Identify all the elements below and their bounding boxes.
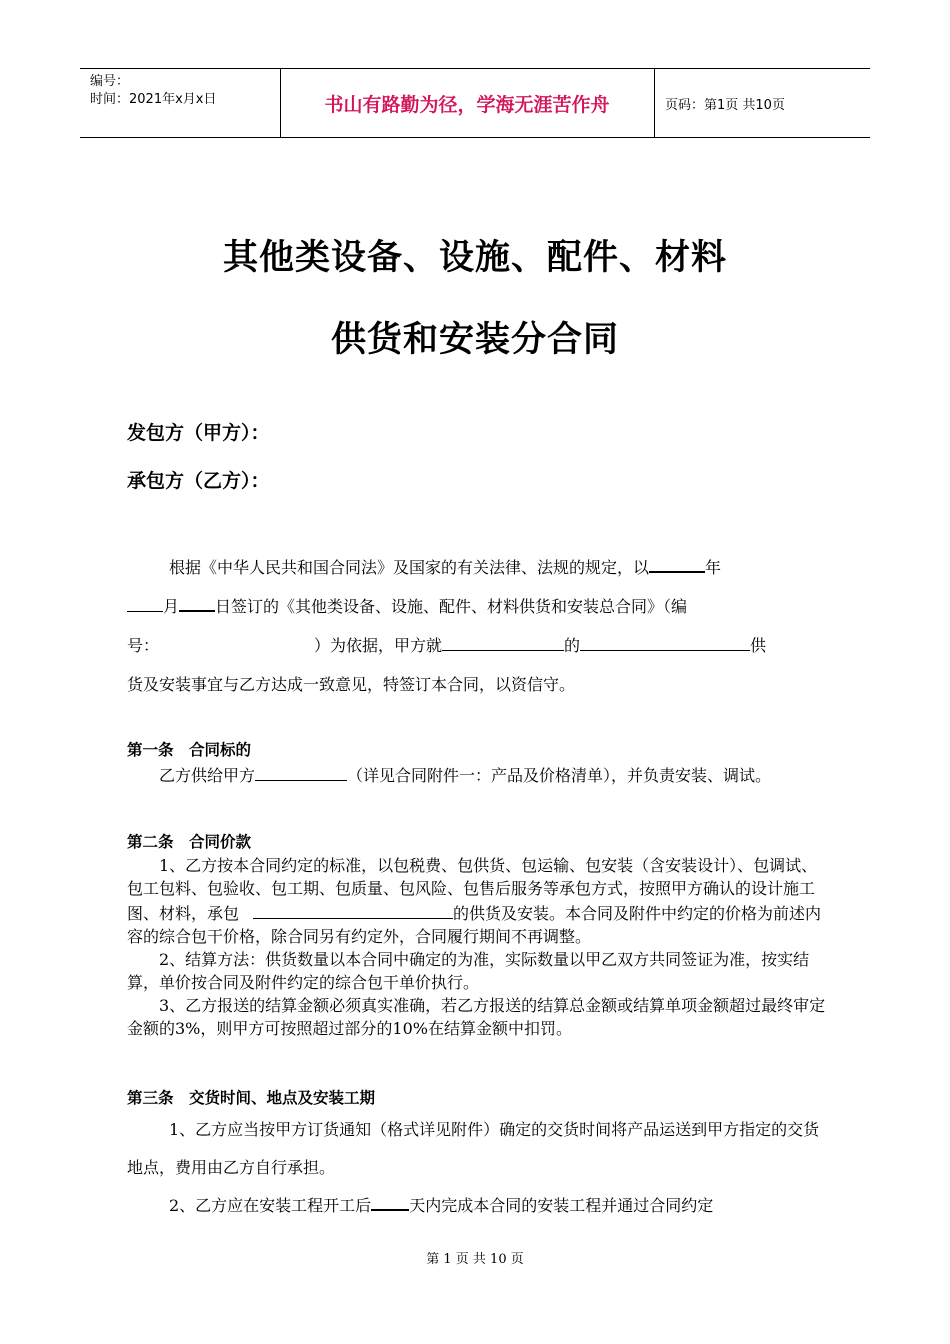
contract-scope-blank <box>253 900 453 919</box>
supply-blank <box>255 762 347 781</box>
article2-body <box>127 854 827 1040</box>
header-page-info: 页码：第1页 共10页 <box>665 97 785 113</box>
article3-body <box>127 1111 827 1225</box>
intro-text: 货及安装事宜与乙方达成一致意见，特签订本合同，以资信守。 <box>127 675 576 694</box>
article1-body <box>127 762 827 787</box>
intro-text: 供 <box>750 636 767 655</box>
article2-text: 1、乙方按本合同约定的标准，以包税费、包供货、包运输、包安装（含安装设计）、包调试、包工包料、包验收、包工期、包质量、包风险、包售后服务等承包方式，按照甲方确认的设计施工图、材料，承包 <box>127 856 818 923</box>
project-blank <box>442 632 564 651</box>
month-blank <box>127 593 163 612</box>
header-meta <box>80 69 281 137</box>
article1-text: （详见合同附件一：产品及价格清单），并负责安装、调试。 <box>347 766 772 785</box>
article2-settlement: 2、结算方法：供货数量以本合同中确定的为准，实际数量以甲乙双方共同签证为准，按实结算，单价按合同及附件约定的综合包干单价执行。 <box>127 950 810 992</box>
page-footer: 第 1 页 共 10 页 <box>426 1252 524 1267</box>
days-blank <box>371 1191 409 1211</box>
intro-text: 年 <box>705 558 722 577</box>
intro-text: 的 <box>564 636 581 655</box>
header-number: 编号： <box>90 74 130 89</box>
party-b-label: 承包方（乙方）： <box>127 470 270 492</box>
header-motto: 书山有路勤为径，学海无涯苦作舟 <box>280 69 655 137</box>
intro-paragraph <box>127 548 827 704</box>
article1-text: 乙方供给甲方 <box>159 766 256 785</box>
article2-heading: 第二条 合同价款 <box>127 833 252 851</box>
year-blank <box>649 553 705 573</box>
article2-text: 的供货及安装。本合同及附件中约定的价格为前述内容的综合包干价格，除合同另有约定外，合同履行期间不再调整。 <box>127 904 822 946</box>
article3-text: 天内完成本合同的安装工程并通过合同约定 <box>409 1196 714 1215</box>
document-title-line1: 其他类设备、设施、配件、材料 <box>222 238 727 278</box>
intro-text: 根据《中华人民共和国合同法》及国家的有关法律、法规的规定，以 <box>169 558 650 577</box>
intro-text: ）为依据，甲方就 <box>314 636 443 655</box>
document-title-line2: 供货和安装分合同 <box>330 320 619 360</box>
article3-text: 2、乙方应在安装工程开工后 <box>169 1196 372 1215</box>
header-time: 时间：2021年x月x日 <box>90 92 217 107</box>
item-blank <box>580 632 750 651</box>
day-blank <box>179 592 215 612</box>
party-a-label: 发包方（甲方）： <box>127 422 270 444</box>
article3-heading: 第三条 交货时间、地点及安装工期 <box>127 1089 376 1107</box>
article1-heading: 第一条 合同标的 <box>127 741 252 759</box>
article2-penalty: 3、乙方报送的结算金额必须真实准确，若乙方报送的结算总金额或结算单项金额超过最终审定金额的3%，则甲方可按照超过部分的10%在结算金额中扣罚。 <box>127 996 826 1038</box>
intro-text: 日签订的《其他类设备、设施、配件、材料供货和安装总合同》（编 <box>215 597 688 616</box>
intro-text: 月 <box>163 597 180 616</box>
document-header <box>80 68 870 138</box>
article3-delivery: 1、乙方应当按甲方订货通知（格式详见附件）确定的交货时间将产品运送到甲方指定的交货地点，费用由乙方自行承担。 <box>127 1120 820 1177</box>
intro-text: 号： <box>127 636 160 655</box>
